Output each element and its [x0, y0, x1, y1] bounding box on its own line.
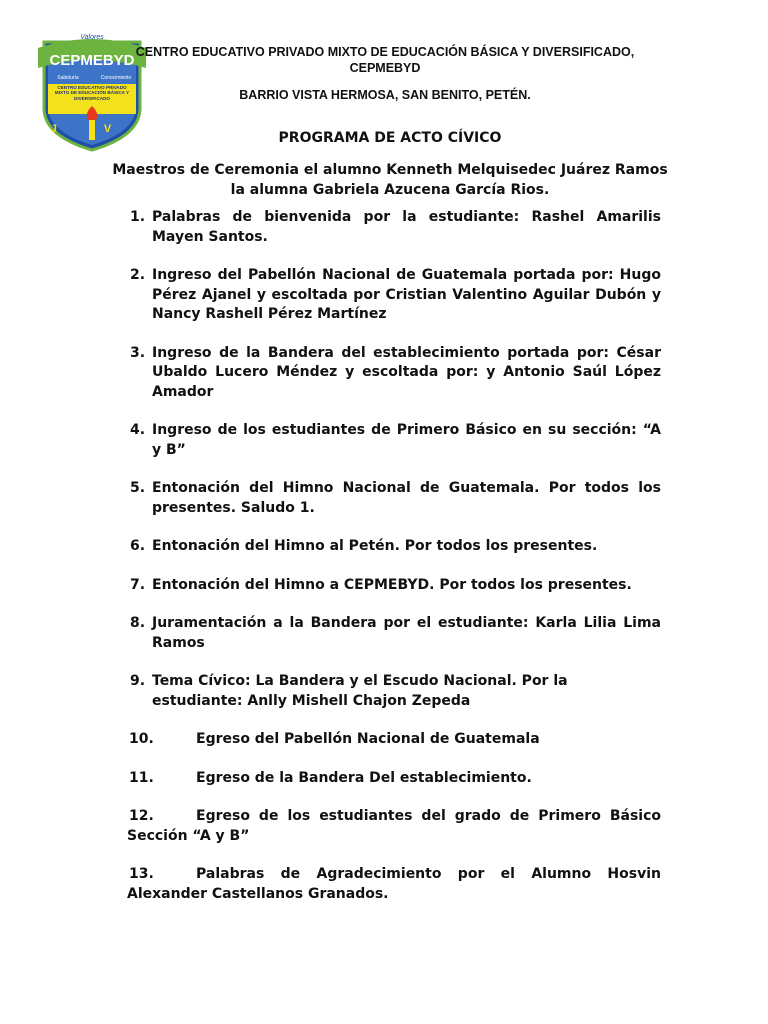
school-name — [130, 44, 640, 76]
program-item — [127, 479, 661, 518]
program-item — [127, 614, 661, 653]
item-number: 12. — [129, 808, 154, 824]
logo-inner-text: CENTRO EDUCATIVO PRIVADO MIXTO DE EDUCACIÓN BÁSICA Y DIVERSIFICADO — [54, 85, 130, 101]
program-item — [127, 266, 661, 325]
program-item — [127, 807, 661, 846]
item-number: 5. — [130, 480, 146, 496]
program-item — [127, 537, 661, 557]
item-text: Ingreso de los estudiantes de Primero Básico en su sección: “A y B” — [152, 422, 661, 458]
logo-letters: J V — [50, 123, 134, 135]
logo-banner-top: Valores — [80, 34, 104, 41]
program-title: PROGRAMA DE ACTO CÍVICO — [278, 130, 502, 146]
item-text: Ingreso de la Bandera del establecimiento portada por: César Ubaldo Lucero Méndez y escoltada por: y Antonio Saúl López Amador — [152, 344, 661, 400]
school-name-line1: CENTRO EDUCATIVO PRIVADO MIXTO DE EDUCACIÓN BÁSICA Y DIVERSIFICADO, — [135, 45, 635, 59]
school-address: BARRIO VISTA HERMOSA, SAN BENITO, PETÉN. — [239, 88, 531, 102]
logo-word-left: Sabiduría — [57, 75, 79, 81]
program-item — [127, 576, 661, 596]
item-text: Juramentación a la Bandera por el estudiante: Karla Lilia Lima Ramos — [152, 615, 661, 651]
item-text: Egreso de los estudiantes del grado de Primero Básico Sección “A y B” — [127, 808, 661, 844]
program-item — [127, 421, 661, 460]
logo-word-right: Conocimiento — [100, 75, 132, 81]
item-text: Tema Cívico: La Bandera y el Escudo Nacional. Por la estudiante: Anlly Mishell Chajon Zepeda — [152, 673, 568, 709]
item-text: Palabras de Agradecimiento por el Alumno Hosvin Alexander Castellanos Granados. — [127, 866, 661, 902]
item-number: 13. — [129, 866, 154, 882]
program-item — [127, 865, 661, 904]
item-text: Egreso del Pabellón Nacional de Guatemala — [196, 731, 540, 747]
item-text: Entonación del Himno a CEPMEBYD. Por todos los presentes. — [152, 576, 632, 593]
program-item — [127, 769, 661, 789]
item-number: 7. — [130, 576, 146, 593]
logo-name: CEPMEBYD — [49, 52, 135, 69]
item-number: 4. — [130, 422, 146, 438]
item-number: 10. — [129, 731, 154, 747]
item-text: Entonación del Himno al Petén. Por todos los presentes. — [152, 538, 598, 554]
program-item — [127, 730, 661, 750]
item-number: 1. — [130, 209, 146, 225]
item-number: 6. — [130, 538, 146, 554]
item-number: 9. — [130, 673, 146, 689]
ceremony-masters: Maestros de Ceremonia el alumno Kenneth Melquisedec Juárez Ramos la alumna Gabriela Azucena García Rios. — [112, 162, 668, 198]
item-number: 3. — [130, 344, 146, 361]
item-text: Ingreso del Pabellón Nacional de Guatemala portada por: Hugo Pérez Ajanel y escoltada por Cristian Valentino Aguilar Dubón y Nancy Rashell Pérez Martínez — [152, 267, 661, 322]
item-number: 11. — [129, 769, 154, 786]
item-number: 2. — [130, 267, 146, 283]
program-item — [127, 208, 661, 247]
program-list — [127, 208, 661, 904]
program-item — [127, 344, 661, 403]
program-item — [127, 672, 661, 711]
item-text: Entonación del Himno Nacional de Guatemala. Por todos los presentes. Saludo 1. — [152, 480, 661, 516]
item-text: Egreso de la Bandera Del establecimiento. — [196, 769, 532, 786]
item-text: Palabras de bienvenida por la estudiante: Rashel Amarilis Mayen Santos. — [152, 209, 661, 245]
item-number: 8. — [130, 615, 146, 631]
school-name-line2: CEPMEBYD — [349, 61, 421, 75]
